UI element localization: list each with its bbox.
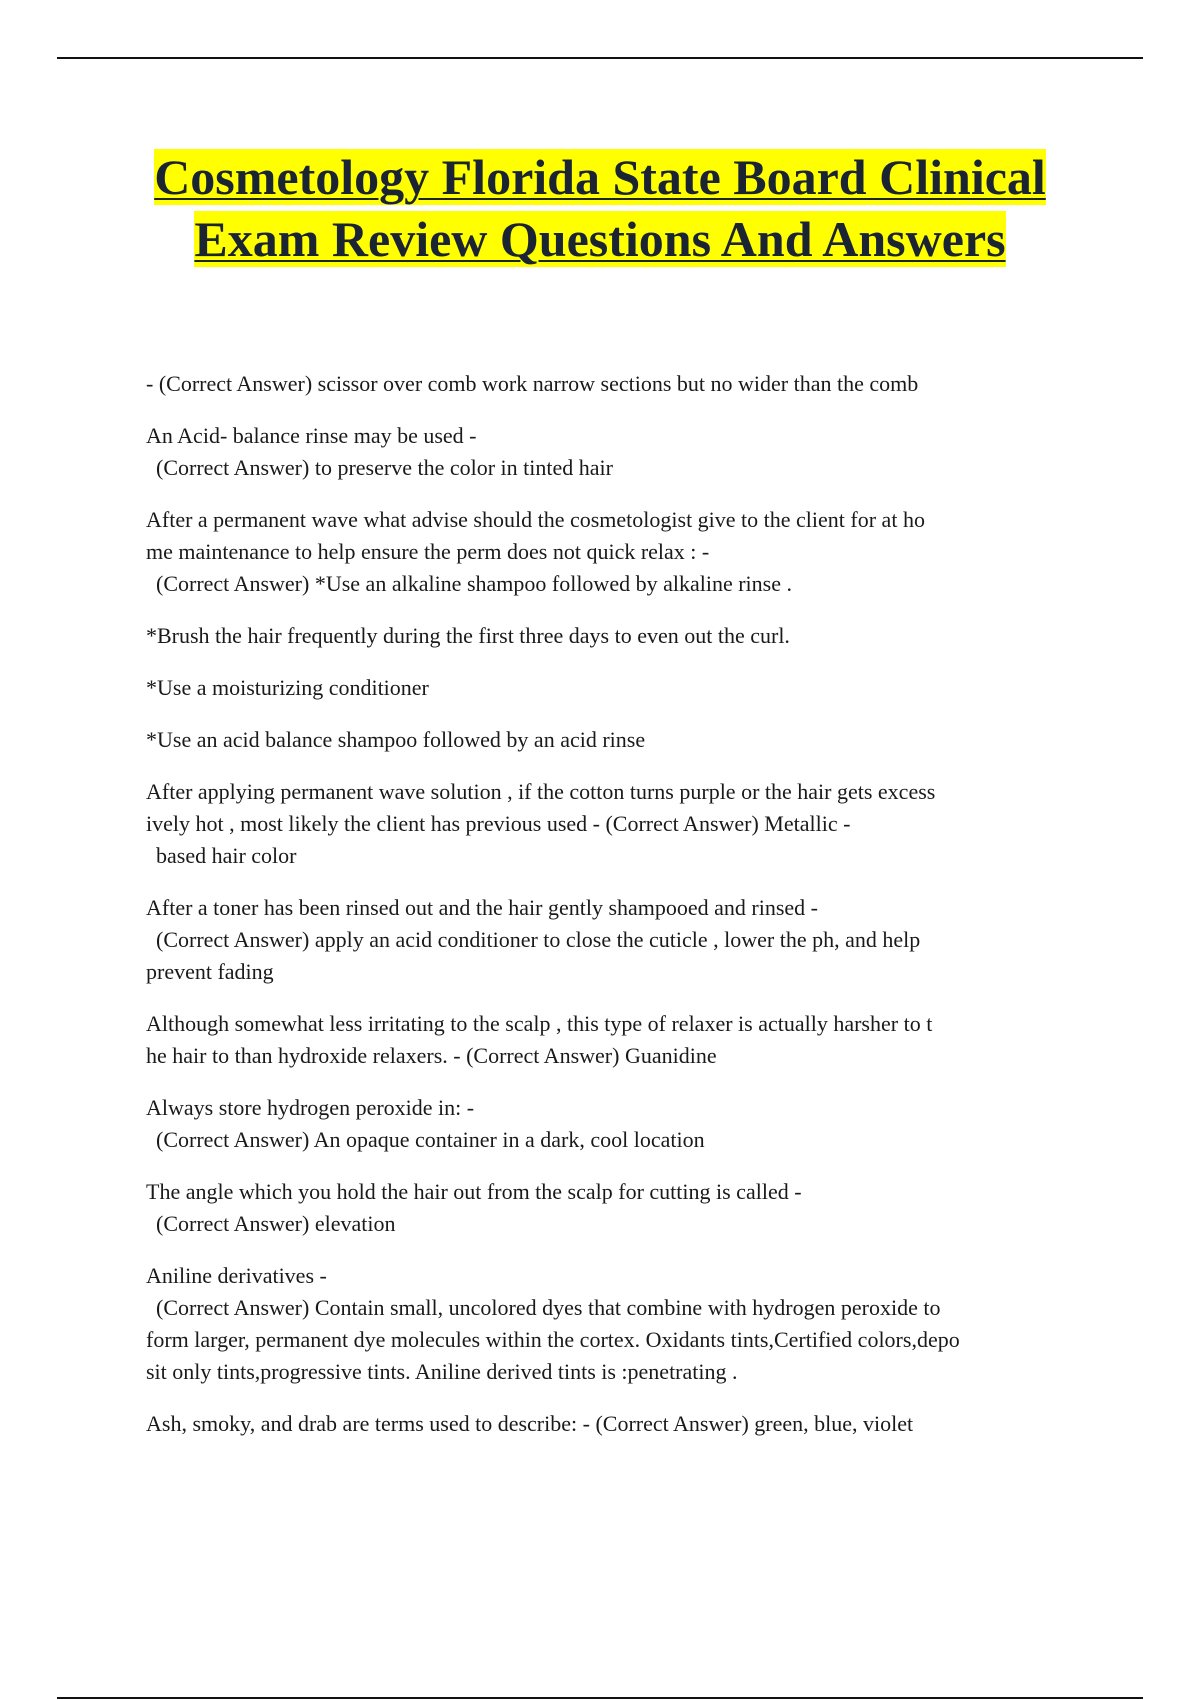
qa-line: (Correct Answer) elevation <box>156 1211 396 1236</box>
qa-item <box>146 672 1086 704</box>
qa-item <box>146 724 1086 756</box>
qa-line: Although somewhat less irritating to the scalp , this type of relaxer is actually harsher to t <box>146 1011 933 1036</box>
qa-line: After applying permanent wave solution , if the cotton turns purple or the hair gets excess <box>146 779 936 804</box>
qa-line: After a permanent wave what advise should the cosmetologist give to the client for at ho <box>146 507 925 532</box>
qa-line: prevent fading <box>146 959 274 984</box>
qa-line: ively hot , most likely the client has previous used - (Correct Answer) Metallic - <box>146 811 851 836</box>
qa-line: The angle which you hold the hair out from the scalp for cutting is called - <box>146 1179 802 1204</box>
qa-line: Always store hydrogen peroxide in: - <box>146 1095 475 1120</box>
qa-line: Ash, smoky, and drab are terms used to describe: - (Correct Answer) green, blue, violet <box>146 1411 914 1436</box>
qa-item <box>146 620 1086 652</box>
qa-line: Aniline derivatives - <box>146 1263 327 1288</box>
qa-item <box>146 1092 1086 1156</box>
qa-line: sit only tints,progressive tints. Aniline derived tints is :penetrating . <box>146 1359 738 1384</box>
qa-line: *Use an acid balance shampoo followed by an acid rinse <box>146 727 646 752</box>
document-title <box>60 146 1140 270</box>
qa-line: he hair to than hydroxide relaxers. - (Correct Answer) Guanidine <box>146 1043 717 1068</box>
qa-item <box>146 776 1086 872</box>
qa-item <box>146 1408 1086 1440</box>
qa-list <box>146 368 1086 1460</box>
qa-line: (Correct Answer) Contain small, uncolored dyes that combine with hydrogen peroxide to <box>156 1295 941 1320</box>
qa-item <box>146 504 1086 600</box>
qa-line: form larger, permanent dye molecules within the cortex. Oxidants tints,Certified colors,depo <box>146 1327 960 1352</box>
title-line-1: Cosmetology Florida State Board Clinical <box>154 149 1046 205</box>
bottom-rule <box>57 1697 1143 1699</box>
qa-line: based hair color <box>156 843 297 868</box>
title-line-2: Exam Review Questions And Answers <box>194 211 1006 267</box>
qa-item <box>146 368 1086 400</box>
qa-line: After a toner has been rinsed out and the hair gently shampooed and rinsed - <box>146 895 819 920</box>
qa-line: *Use a moisturizing conditioner <box>146 675 429 700</box>
qa-item <box>146 1176 1086 1240</box>
qa-line: me maintenance to help ensure the perm does not quick relax : - <box>146 539 710 564</box>
qa-item <box>146 892 1086 988</box>
qa-line: *Brush the hair frequently during the first three days to even out the curl. <box>146 623 790 648</box>
qa-item <box>146 1260 1086 1388</box>
qa-line: (Correct Answer) An opaque container in a dark, cool location <box>156 1127 705 1152</box>
top-rule <box>57 57 1143 59</box>
qa-line: - (Correct Answer) scissor over comb work narrow sections but no wider than the comb <box>146 371 919 396</box>
qa-item <box>146 1008 1086 1072</box>
qa-line: (Correct Answer) to preserve the color in tinted hair <box>156 455 613 480</box>
qa-line: (Correct Answer) *Use an alkaline shampoo followed by alkaline rinse . <box>156 571 792 596</box>
qa-line: (Correct Answer) apply an acid conditioner to close the cuticle , lower the ph, and help <box>156 927 921 952</box>
qa-line: An Acid- balance rinse may be used - <box>146 423 477 448</box>
qa-item <box>146 420 1086 484</box>
